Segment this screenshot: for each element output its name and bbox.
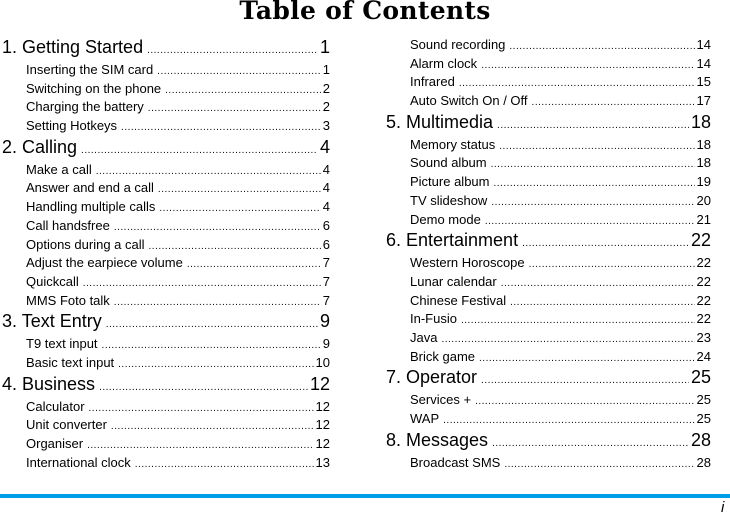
toc-page-number: 2: [322, 80, 330, 96]
toc-entry[interactable]: [2, 217, 330, 236]
toc-entry[interactable]: [2, 292, 330, 311]
toc-page-number: 9: [319, 311, 330, 332]
dot-leader: [114, 219, 321, 238]
toc-title: Services +: [410, 392, 472, 408]
dot-leader: [475, 393, 694, 412]
toc-page-number: 21: [696, 211, 711, 227]
toc-title: Picture album: [410, 174, 490, 190]
toc-page-number: 25: [696, 411, 711, 426]
toc-entry[interactable]: [386, 192, 711, 211]
dot-leader: [81, 140, 318, 162]
toc-page-number: 22: [696, 292, 711, 308]
dot-leader: [479, 350, 695, 369]
page-title: Table of Contents: [239, 0, 491, 25]
dot-leader: [509, 38, 694, 57]
toc-chapter[interactable]: [2, 373, 330, 398]
toc-page-number: 7: [322, 255, 330, 271]
toc-page-number: 17: [696, 93, 711, 109]
toc-entry[interactable]: [2, 198, 330, 217]
toc-page-number: 9: [322, 336, 330, 352]
toc-page-number: 24: [696, 348, 711, 364]
toc-title: Broadcast SMS: [410, 454, 501, 470]
toc-title: Inserting the SIM card: [26, 62, 154, 77]
toc-title: Call handsfree: [26, 217, 110, 233]
toc-entry[interactable]: [386, 292, 711, 311]
toc-title: 8. Messages: [386, 429, 489, 450]
toc-entry[interactable]: [386, 391, 711, 410]
toc-page-number: 28: [696, 454, 711, 470]
toc-title: 6. Entertainment: [386, 230, 519, 251]
dot-leader: [532, 94, 695, 113]
toc-page-number: 18: [696, 136, 711, 152]
dot-leader: [118, 356, 313, 375]
toc-title: International clock: [26, 454, 131, 470]
dot-leader: [121, 119, 321, 138]
footer-rule: [0, 494, 730, 498]
toc-entry[interactable]: [386, 348, 711, 367]
toc-title: Options during a call: [26, 236, 145, 252]
toc-title: In-Fusio: [410, 311, 457, 327]
dot-leader: [501, 275, 695, 294]
toc-page-number: 25: [696, 392, 711, 408]
toc-title: Sound recording: [410, 37, 506, 52]
toc-entry[interactable]: [386, 73, 711, 92]
toc-title: Basic text input: [26, 354, 115, 370]
toc-entry[interactable]: [2, 335, 330, 354]
toc-page-number: 22: [696, 255, 711, 271]
toc-page-number: 22: [696, 273, 711, 289]
toc-page-number: 4: [322, 199, 330, 215]
toc-chapter[interactable]: [2, 136, 330, 161]
toc-page-number: 7: [322, 292, 330, 308]
toc-title: 3. Text Entry: [2, 311, 102, 332]
toc-title: Alarm clock: [410, 55, 478, 71]
toc-title: Demo mode: [410, 211, 481, 227]
dot-leader: [491, 156, 695, 175]
toc-title: T9 text input: [26, 336, 98, 352]
toc-page-number: 10: [315, 354, 330, 370]
toc-entry[interactable]: [386, 55, 711, 74]
toc-title: Organiser: [26, 436, 84, 451]
dot-leader: [510, 294, 694, 313]
toc-chapter[interactable]: [386, 111, 711, 136]
toc-entry[interactable]: [2, 117, 330, 136]
toc-page-number: 20: [696, 192, 711, 208]
toc-title: Java: [410, 329, 438, 345]
toc-page-number: 1: [319, 37, 330, 57]
dot-leader: [106, 314, 318, 336]
toc-title: 1. Getting Started: [2, 37, 144, 57]
toc-entry[interactable]: [2, 398, 330, 417]
toc-entry[interactable]: [2, 98, 330, 117]
toc-page-number: 3: [322, 118, 330, 134]
dot-leader: [499, 138, 694, 157]
toc-title: Chinese Festival: [410, 292, 507, 308]
dot-leader: [111, 418, 314, 437]
toc-entry[interactable]: [386, 254, 711, 273]
toc-title: Quickcall: [26, 273, 79, 289]
toc-page-number: 12: [315, 417, 330, 433]
toc-page-number: 4: [322, 161, 330, 177]
toc-page-number: 19: [696, 174, 711, 190]
dot-leader: [135, 456, 314, 475]
dot-leader: [147, 40, 318, 62]
toc-title: Brick game: [410, 348, 476, 364]
toc-title: MMS Foto talk: [26, 292, 110, 308]
toc-entry[interactable]: [386, 211, 711, 230]
dot-leader: [187, 256, 321, 275]
toc-chapter[interactable]: [386, 229, 711, 254]
toc-title: Auto Switch On / Off: [410, 93, 528, 109]
toc-page-number: 6: [322, 236, 330, 252]
dot-leader: [83, 275, 321, 294]
toc-page-number: 4: [322, 180, 330, 196]
toc-chapter[interactable]: [2, 310, 330, 335]
dot-leader: [159, 200, 320, 219]
toc-page-number: 1: [322, 62, 330, 77]
toc-entry[interactable]: [386, 454, 711, 473]
toc-page-number: 13: [315, 454, 330, 470]
toc-column-left: [2, 36, 330, 472]
toc-entry[interactable]: [386, 310, 711, 329]
dot-leader: [481, 57, 694, 76]
toc-entry[interactable]: [2, 236, 330, 255]
dot-leader: [493, 175, 694, 194]
toc-title: Sound album: [410, 155, 487, 171]
toc-page-number: 18: [696, 155, 711, 171]
toc-entry[interactable]: [2, 61, 330, 80]
toc-title: 2. Calling: [2, 136, 78, 157]
toc-title: 5. Multimedia: [386, 111, 494, 132]
toc-chapter[interactable]: [386, 366, 711, 391]
dot-leader: [89, 400, 314, 419]
toc-entry[interactable]: [386, 273, 711, 292]
toc-entry[interactable]: [2, 435, 330, 454]
dot-leader: [504, 456, 694, 475]
toc-column-right: [386, 36, 711, 472]
toc-page-number: 28: [690, 429, 711, 450]
toc-page-number: 6: [322, 217, 330, 233]
toc-title: Infrared: [410, 74, 455, 90]
dot-leader: [99, 377, 308, 399]
toc-page-number: 14: [696, 37, 711, 52]
toc-entry[interactable]: [2, 179, 330, 198]
toc-entry[interactable]: [386, 92, 711, 111]
toc-entry[interactable]: [386, 410, 711, 429]
toc-page-number: 12: [315, 398, 330, 414]
toc-title: Calculator: [26, 398, 85, 414]
toc-title: Adjust the earpiece volume: [26, 255, 183, 271]
toc-page-number: 12: [309, 373, 330, 394]
dot-leader: [492, 433, 689, 455]
toc-title: TV slideshow: [410, 192, 488, 208]
toc-title: Charging the battery: [26, 99, 144, 115]
toc-page-number: 25: [690, 367, 711, 388]
toc-entry[interactable]: [386, 329, 711, 348]
toc-page-number: 15: [696, 74, 711, 90]
toc-entry[interactable]: [2, 354, 330, 373]
toc-title: Memory status: [410, 136, 496, 152]
dot-leader: [114, 294, 321, 313]
dot-leader: [102, 337, 321, 356]
dot-leader: [497, 115, 689, 137]
toc-page-number: 2: [322, 99, 330, 115]
toc-entry[interactable]: [2, 416, 330, 435]
dot-leader: [158, 181, 321, 200]
dot-leader: [165, 82, 321, 101]
dot-leader: [491, 194, 694, 213]
toc-chapter[interactable]: [386, 429, 711, 454]
toc-title: 4. Business: [2, 373, 96, 394]
toc-page-number: 4: [319, 136, 330, 157]
toc-title: 7. Operator: [386, 367, 478, 388]
toc-title: Unit converter: [26, 417, 107, 433]
toc-page-number: 22: [696, 311, 711, 327]
toc-title: WAP: [410, 411, 440, 426]
toc-entry[interactable]: [386, 154, 711, 173]
toc-entry[interactable]: [386, 173, 711, 192]
toc-entry[interactable]: [386, 136, 711, 155]
toc-page-number: 7: [322, 273, 330, 289]
dot-leader: [522, 233, 689, 255]
toc-entry[interactable]: [2, 161, 330, 180]
dot-leader: [529, 256, 695, 275]
dot-leader: [461, 312, 695, 331]
dot-leader: [148, 100, 321, 119]
toc-entry[interactable]: [2, 273, 330, 292]
toc-title: Switching on the phone: [26, 80, 162, 96]
toc-page-number: 12: [315, 436, 330, 451]
dot-leader: [441, 331, 694, 350]
dot-leader: [481, 370, 689, 392]
toc-page-number: 18: [690, 111, 711, 132]
dot-leader: [157, 63, 321, 82]
toc-title: Handling multiple calls: [26, 199, 156, 215]
toc-title: Answer and end a call: [26, 180, 154, 196]
toc-entry[interactable]: [386, 36, 711, 55]
toc-entry[interactable]: [2, 254, 330, 273]
toc-page-number: 22: [690, 230, 711, 251]
page-number: i: [721, 499, 725, 516]
toc-title: Make a call: [26, 161, 92, 177]
toc-page-number: 14: [696, 55, 711, 71]
toc-title: Lunar calendar: [410, 273, 497, 289]
toc-entry[interactable]: [2, 80, 330, 99]
toc-entry[interactable]: [2, 454, 330, 473]
toc-chapter[interactable]: [2, 36, 330, 61]
toc-title: Western Horoscope: [410, 255, 525, 271]
toc-title: Setting Hotkeys: [26, 118, 118, 134]
toc-page-number: 23: [696, 329, 711, 345]
